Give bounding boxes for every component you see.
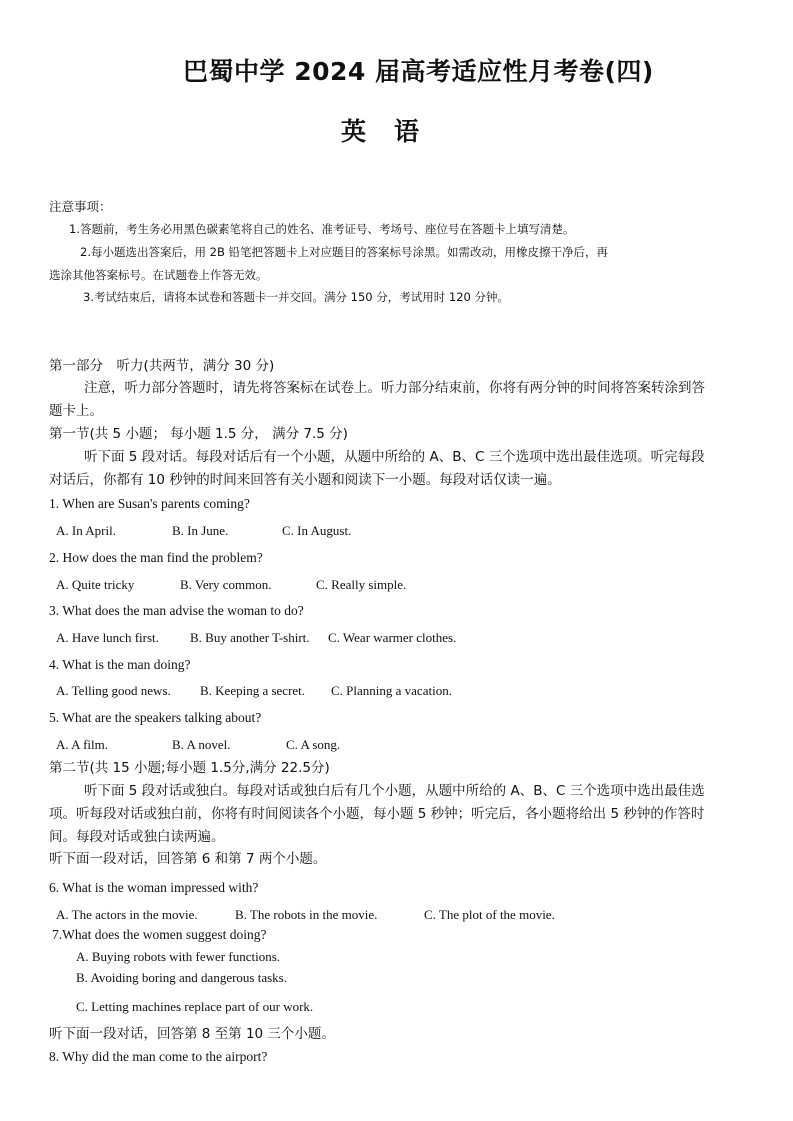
- question-4-option-b: B. Keeping a secret.: [200, 683, 306, 698]
- question-4-option-a: A. Telling good news.: [56, 683, 171, 698]
- section2-heading: 第二节(共 15 小题;每小题 1.5分,满分 22.5分): [49, 760, 330, 776]
- section1-intro: 听下面 5 段对话。每段对话后有一个小题，从题中所给的 A、B、C 三个选项中选出最佳选项。听完每段: [84, 449, 705, 465]
- question-2-option-b: B. Very common.: [180, 577, 272, 592]
- question-4-stem: 4. What is the man doing?: [49, 657, 191, 672]
- question-4-option-c: C. Planning a vacation.: [331, 683, 452, 698]
- section1-intro-cont: 对话后，你都有 10 秒钟的时间来回答有关小题和阅读下一小题。每段对话仅读一遍。: [49, 472, 561, 488]
- section2-intro-cont-2: 间。每段对话或独白读两遍。: [49, 829, 225, 845]
- page-title: 巴蜀中学 2024 届高考适应性月考卷(四): [183, 57, 654, 86]
- notice-line-1: 1.答题前，考生务必用黑色碳素笔将自己的姓名、准考证号、考场号、座位号在答题卡上填写清楚。: [69, 222, 575, 236]
- question-6-option-a: A. The actors in the movie.: [56, 907, 198, 922]
- question-3-option-c: C. Wear warmer clothes.: [328, 630, 457, 645]
- question-7-option-a: A. Buying robots with fewer functions.: [76, 949, 281, 964]
- part1-heading: 第一部分 听力(共两节，满分 30 分): [49, 358, 275, 374]
- notice-line-3: 3.考试结束后，请将本试卷和答题卡一并交回。满分 150 分，考试用时 120 分钟。: [83, 290, 509, 304]
- question-5-stem: 5. What are the speakers talking about?: [49, 710, 262, 725]
- question-2-option-c: C. Really simple.: [316, 577, 407, 592]
- notice-heading: 注意事项：: [49, 199, 112, 214]
- question-1-stem: 1. When are Susan's parents coming?: [49, 496, 250, 511]
- question-6-option-c: C. The plot of the movie.: [424, 907, 555, 922]
- question-1-option-a: A. In April.: [56, 523, 116, 538]
- section1-heading: 第一节(共 5 小题； 每小题 1.5 分， 满分 7.5 分): [49, 426, 348, 442]
- question-2-option-a: A. Quite tricky: [56, 577, 135, 592]
- question-7-stem: 7.What does the women suggest doing?: [52, 927, 267, 942]
- question-5-option-a: A. A film.: [56, 737, 109, 752]
- question-5-option-c: C. A song.: [286, 737, 341, 752]
- question-5-option-b: B. A novel.: [172, 737, 231, 752]
- question-3-option-a: A. Have lunch first.: [56, 630, 159, 645]
- part1-intro-cont: 题卡上。: [49, 403, 103, 419]
- question-3-stem: 3. What does the man advise the woman to do?: [49, 603, 304, 618]
- dialog-instruction-8-10: 听下面一段对话，回答第 8 至第 10 三个小题。: [49, 1026, 335, 1042]
- notice-line-2: 2.每小题选出答案后，用 2B 铅笔把答题卡上对应题目的答案标号涂黑。如需改动，用橡皮擦干净后，再: [80, 245, 608, 259]
- question-8-stem: 8. Why did the man come to the airport?: [49, 1049, 268, 1064]
- question-6-option-b: B. The robots in the movie.: [235, 907, 378, 922]
- question-3-option-b: B. Buy another T-shirt.: [190, 630, 310, 645]
- subject-title: 英语: [341, 117, 448, 146]
- notice-line-2-cont: 选涂其他答案标号。在试题卷上作答无效。: [49, 268, 268, 282]
- question-1-option-b: B. In June.: [172, 523, 229, 538]
- question-6-stem: 6. What is the woman impressed with?: [49, 880, 259, 895]
- part1-intro: 注意，听力部分答题时，请先将答案标在试卷上。听力部分结束前，你将有两分钟的时间将答案转涂到答: [84, 380, 705, 396]
- question-7-option-b: B. Avoiding boring and dangerous tasks.: [76, 970, 287, 985]
- question-7-option-c: C. Letting machines replace part of our work.: [76, 999, 314, 1014]
- question-1-option-c: C. In August.: [282, 523, 352, 538]
- question-2-stem: 2. How does the man find the problem?: [49, 550, 263, 565]
- section2-intro-cont-1: 项。听每段对话或独白前，你将有时间阅读各个小题，每小题 5 秒钟；听完后，各小题将给出 5 秒钟的作答时: [49, 806, 705, 822]
- dialog-instruction-6-7: 听下面一段对话，回答第 6 和第 7 两个小题。: [49, 851, 327, 867]
- section2-intro: 听下面 5 段对话或独白。每段对话或独白后有几个小题，从题中所给的 A、B、C 三个选项中选出最佳选: [84, 783, 705, 799]
